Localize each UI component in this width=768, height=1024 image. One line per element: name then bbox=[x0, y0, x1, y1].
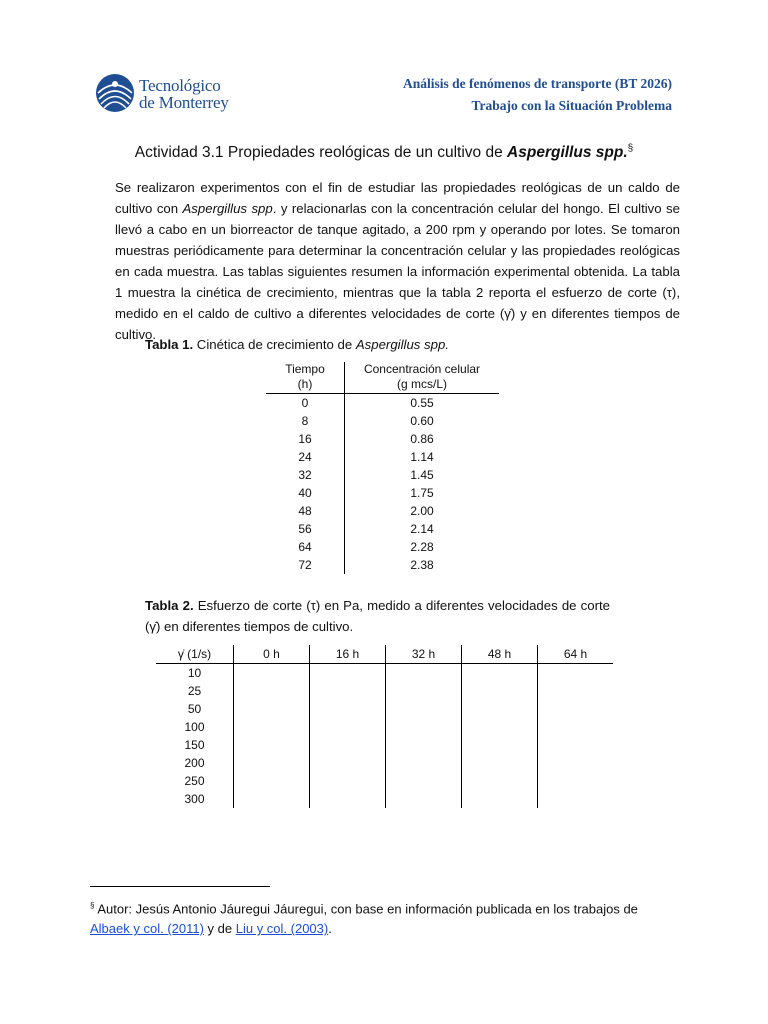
document-header bbox=[403, 73, 672, 117]
rate-cell: 25 bbox=[187, 684, 202, 698]
stress-cell bbox=[538, 772, 614, 790]
concentration-cell: 2.28 bbox=[410, 540, 434, 554]
concentration-cell: 0.55 bbox=[410, 396, 434, 410]
stress-cell bbox=[386, 772, 462, 790]
rate-cell: 300 bbox=[184, 792, 205, 806]
stress-cell bbox=[462, 790, 538, 808]
title-footnote-mark: § bbox=[627, 143, 634, 154]
concentration-cell: 2.14 bbox=[410, 522, 434, 536]
stress-cell bbox=[234, 736, 310, 754]
growth-kinetics-table bbox=[266, 362, 499, 574]
stress-cell bbox=[310, 700, 386, 718]
table-row bbox=[156, 736, 613, 754]
concentration-cell: 0.86 bbox=[410, 432, 434, 446]
stress-cell bbox=[386, 700, 462, 718]
logo-line-1: Tecnológico bbox=[139, 76, 221, 95]
stress-cell bbox=[310, 718, 386, 736]
time-cell: 8 bbox=[266, 412, 345, 430]
stress-cell bbox=[462, 772, 538, 790]
table2-header-rate: γ̇ (1/s) bbox=[156, 645, 234, 664]
time-cell: 64 bbox=[266, 538, 345, 556]
stress-cell bbox=[462, 700, 538, 718]
stress-cell bbox=[310, 664, 386, 683]
table2-label: Tabla 2. bbox=[145, 598, 194, 613]
stress-cell bbox=[538, 682, 614, 700]
stress-cell bbox=[538, 664, 614, 683]
stress-cell bbox=[234, 772, 310, 790]
stress-cell bbox=[234, 718, 310, 736]
stress-cell bbox=[310, 682, 386, 700]
time-cell: 16 bbox=[266, 430, 345, 448]
table1-label: Tabla 1. bbox=[145, 337, 194, 352]
time-cell: 56 bbox=[266, 520, 345, 538]
concentration-cell: 1.75 bbox=[410, 486, 434, 500]
rate-cell: 200 bbox=[184, 756, 205, 770]
tec-seal-icon bbox=[95, 73, 135, 113]
table2-header-hour: 64 h bbox=[538, 645, 614, 664]
stress-cell bbox=[310, 790, 386, 808]
table2-header-hour: 48 h bbox=[462, 645, 538, 664]
stress-cell bbox=[538, 754, 614, 772]
table-row bbox=[266, 502, 499, 520]
stress-cell bbox=[462, 718, 538, 736]
table1-body bbox=[266, 394, 499, 575]
table-row bbox=[266, 484, 499, 502]
table-row bbox=[156, 754, 613, 772]
table2-header-hour: 16 h bbox=[310, 645, 386, 664]
stress-cell bbox=[462, 754, 538, 772]
stress-cell bbox=[538, 790, 614, 808]
page-title bbox=[0, 143, 768, 162]
footnote-end: . bbox=[328, 921, 332, 937]
table2-caption bbox=[145, 595, 610, 637]
liu-link[interactable]: Liu y col. (2003) bbox=[235, 921, 329, 937]
title-text: Actividad 3.1 Propiedades reológicas de un cultivo de bbox=[134, 144, 508, 161]
footnote-mark: § bbox=[90, 901, 95, 910]
footnote-divider bbox=[90, 886, 270, 887]
stress-cell bbox=[234, 682, 310, 700]
albaek-link[interactable]: Albaek y col. (2011) bbox=[90, 921, 204, 937]
table-row bbox=[266, 412, 499, 430]
table-row bbox=[266, 466, 499, 484]
table2-body bbox=[156, 664, 613, 809]
table-row bbox=[156, 682, 613, 700]
table1-header-time bbox=[266, 362, 345, 394]
rate-cell: 250 bbox=[184, 774, 205, 788]
table-row bbox=[266, 448, 499, 466]
table-row bbox=[266, 394, 499, 413]
table1-header-concentration bbox=[345, 362, 500, 394]
intro-text-1: Se realizaron experimentos con el fin de estudiar las propiedades reológicas de un caldo de cultivo con bbox=[115, 180, 680, 216]
time-cell: 48 bbox=[266, 502, 345, 520]
stress-cell bbox=[234, 700, 310, 718]
header-unit: (h) bbox=[297, 377, 313, 391]
rate-cell: 10 bbox=[187, 666, 202, 680]
intro-organism: Aspergillus spp bbox=[182, 201, 273, 216]
table-row bbox=[156, 772, 613, 790]
stress-cell bbox=[234, 664, 310, 683]
table2-header-hour: 0 h bbox=[234, 645, 310, 664]
table-row bbox=[156, 700, 613, 718]
time-cell: 72 bbox=[266, 556, 345, 574]
table2-header-row bbox=[156, 645, 613, 664]
intro-text-2: . y relacionarlas con la concentración celular del hongo. El cultivo se llevó a cabo en un biorreactor de tanque agitado, a 200 rpm y operando por lotes. Se tomaron muestras periódicamente para determinar la concentración celular y las propiedades reológicas en cada muestra. Las tablas siguientes resumen la información experimental obtenida. La tabla 1 muestra la cinética de crecimiento, mientras que la tabla 2 reporta el esfuerzo de corte (τ), medido en el caldo de cultivo a diferentes velocidades de corte (γ̇) y en diferentes tiempos de cultivo. bbox=[115, 201, 680, 342]
stress-cell bbox=[310, 736, 386, 754]
stress-cell bbox=[462, 664, 538, 683]
header-unit: (g mcs/L) bbox=[396, 377, 447, 391]
logo-line-2: de Monterrey bbox=[139, 93, 229, 112]
stress-cell bbox=[310, 754, 386, 772]
stress-cell bbox=[538, 718, 614, 736]
rate-cell: 50 bbox=[187, 702, 202, 716]
intro-paragraph bbox=[115, 177, 680, 345]
table-row bbox=[266, 430, 499, 448]
stress-cell bbox=[386, 682, 462, 700]
stress-cell bbox=[310, 772, 386, 790]
stress-cell bbox=[234, 790, 310, 808]
time-cell: 0 bbox=[266, 394, 345, 413]
table1-organism: Aspergillus spp. bbox=[355, 337, 449, 352]
table2-caption-text: Esfuerzo de corte (τ) en Pa, medido a diferentes velocidades de corte (γ̇) en diferentes tiempos de cultivo. bbox=[145, 598, 610, 634]
stress-cell bbox=[462, 736, 538, 754]
table1-caption-text: Cinética de crecimiento de bbox=[193, 337, 356, 352]
table-row bbox=[156, 718, 613, 736]
table-row bbox=[156, 790, 613, 808]
table2-header-hour: 32 h bbox=[386, 645, 462, 664]
table-row bbox=[266, 538, 499, 556]
stress-cell bbox=[386, 664, 462, 683]
shear-stress-table bbox=[156, 645, 613, 808]
table-row bbox=[266, 520, 499, 538]
stress-cell bbox=[234, 754, 310, 772]
stress-cell bbox=[538, 736, 614, 754]
table-row bbox=[266, 556, 499, 574]
rate-cell: 100 bbox=[184, 720, 205, 734]
footnote bbox=[90, 896, 680, 939]
stress-cell bbox=[538, 700, 614, 718]
rate-cell: 150 bbox=[184, 738, 205, 752]
time-cell: 24 bbox=[266, 448, 345, 466]
concentration-cell: 1.45 bbox=[410, 468, 434, 482]
concentration-cell: 2.00 bbox=[410, 504, 434, 518]
header-line: Concentración celular bbox=[363, 362, 481, 376]
table-row bbox=[156, 664, 613, 683]
stress-cell bbox=[462, 682, 538, 700]
stress-cell bbox=[386, 754, 462, 772]
title-organism: Aspergillus spp. bbox=[507, 144, 628, 161]
stress-cell bbox=[386, 790, 462, 808]
header-subtitle: Trabajo con la Situación Problema bbox=[471, 98, 672, 113]
table1-caption bbox=[145, 334, 449, 355]
course-name: Análisis de fenómenos de transporte (BT 2026) bbox=[402, 76, 672, 91]
concentration-cell: 0.60 bbox=[410, 414, 434, 428]
header-line: Tiempo bbox=[285, 362, 325, 376]
tec-logo bbox=[95, 73, 245, 115]
concentration-cell: 2.38 bbox=[410, 558, 434, 572]
stress-cell bbox=[386, 736, 462, 754]
footnote-text: Autor: Jesús Antonio Jáuregui Jáuregui, con base en información publicada en los trabajos de bbox=[94, 901, 638, 917]
time-cell: 32 bbox=[266, 466, 345, 484]
concentration-cell: 1.14 bbox=[410, 450, 434, 464]
time-cell: 40 bbox=[266, 484, 345, 502]
stress-cell bbox=[386, 718, 462, 736]
footnote-mid: y de bbox=[203, 921, 236, 937]
